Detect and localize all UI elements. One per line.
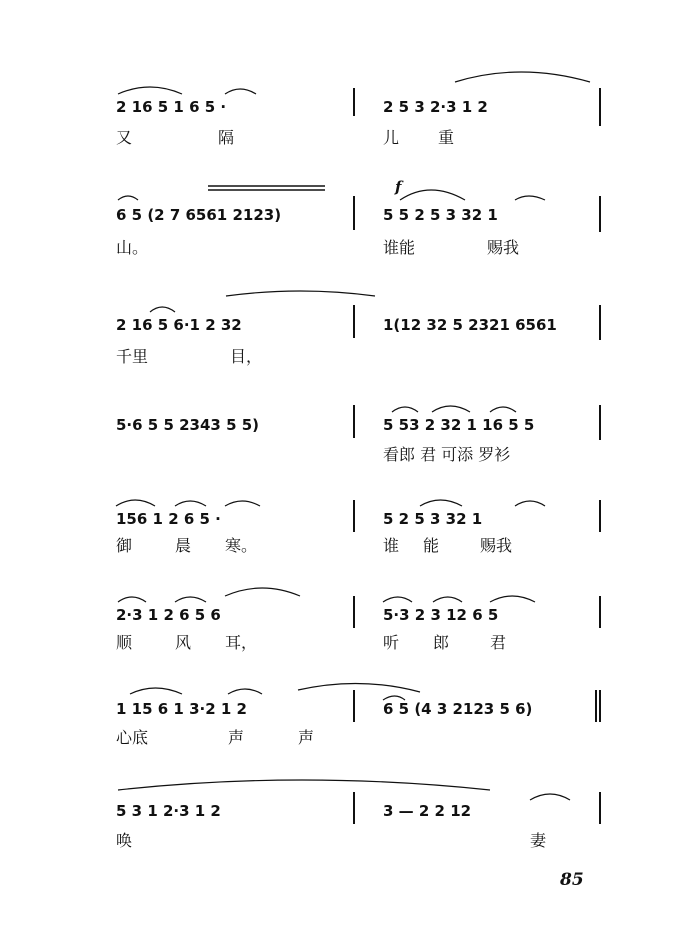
notation-left: 5 3 1 2·3 1 2 — [116, 802, 221, 820]
score-line-8 — [116, 780, 600, 850]
lyric: 赐我 — [487, 238, 520, 257]
lyric: 看郎 君 可添 罗衫 — [383, 445, 511, 464]
notation-right: 5 2 5 3 32 1 — [383, 510, 483, 528]
lyric: 山。 — [116, 238, 149, 257]
score-line-7 — [116, 683, 600, 747]
lyric: 隔 — [218, 128, 235, 147]
score-line-3 — [116, 291, 600, 366]
lyric: 声 — [228, 728, 245, 747]
score-line-1 — [116, 72, 600, 147]
lyric: 重 — [438, 128, 455, 147]
notation-left: 2·3 1 2 6 5 6 — [116, 606, 221, 624]
score-line-4 — [116, 405, 600, 464]
page-number: 85 — [560, 870, 584, 890]
notation-right: 2 5 3 2·3 1 2 — [383, 98, 488, 116]
lyric: 顺 — [116, 633, 133, 652]
lyric: 谁能 — [383, 238, 416, 257]
lyric: 能 — [423, 536, 440, 555]
lyric: 唤 — [116, 831, 133, 850]
notation-left: 6 5 (2 7 6561 2123) — [116, 206, 282, 224]
forte-mark: f — [395, 178, 402, 196]
score-line-2 — [116, 178, 600, 257]
lyric: 听 — [383, 633, 400, 652]
lyric: 千里 — [116, 347, 149, 366]
score-line-6 — [116, 588, 600, 652]
lyric: 儿 — [383, 128, 400, 147]
notation-left: 2 16 5 1 6 5 · — [116, 98, 227, 116]
lyric: 晨 — [175, 536, 192, 555]
lyric: 寒。 — [225, 536, 258, 555]
lyric: 心底 — [116, 728, 149, 747]
lyric: 赐我 — [480, 536, 513, 555]
lyric: 声 — [298, 728, 315, 747]
lyric: 耳， — [225, 633, 258, 652]
notation-right: 6 5 (4 3 2123 5 6) — [383, 700, 533, 718]
notation-right: 3 — 2 2 12 — [383, 802, 472, 820]
notation-right: 5 53 2 32 1 16 5 5 — [383, 416, 535, 434]
notation-left: 2 16 5 6·1 2 32 — [116, 316, 242, 334]
notation-right: 1(12 32 5 2321 6561 — [383, 316, 557, 334]
notation-right: 5 5 2 5 3 32 1 — [383, 206, 498, 224]
lyric: 妻 — [530, 831, 547, 850]
notation-left: 5·6 5 5 2343 5 5) — [116, 416, 260, 434]
lyric: 又 — [116, 128, 133, 147]
lyric: 目， — [230, 347, 263, 366]
lyric: 君 — [490, 633, 507, 652]
notation-right: 5·3 2 3 12 6 5 — [383, 606, 499, 624]
lyric: 郎 — [433, 633, 450, 652]
lyric: 御 — [116, 536, 133, 555]
score-line-5 — [116, 500, 600, 555]
lyric: 风 — [175, 633, 192, 652]
notation-left: 1 15 6 1 3·2 1 2 — [116, 700, 247, 718]
notation-left: 156 1 2 6 5 · — [116, 510, 221, 528]
lyric: 谁 — [383, 536, 400, 555]
